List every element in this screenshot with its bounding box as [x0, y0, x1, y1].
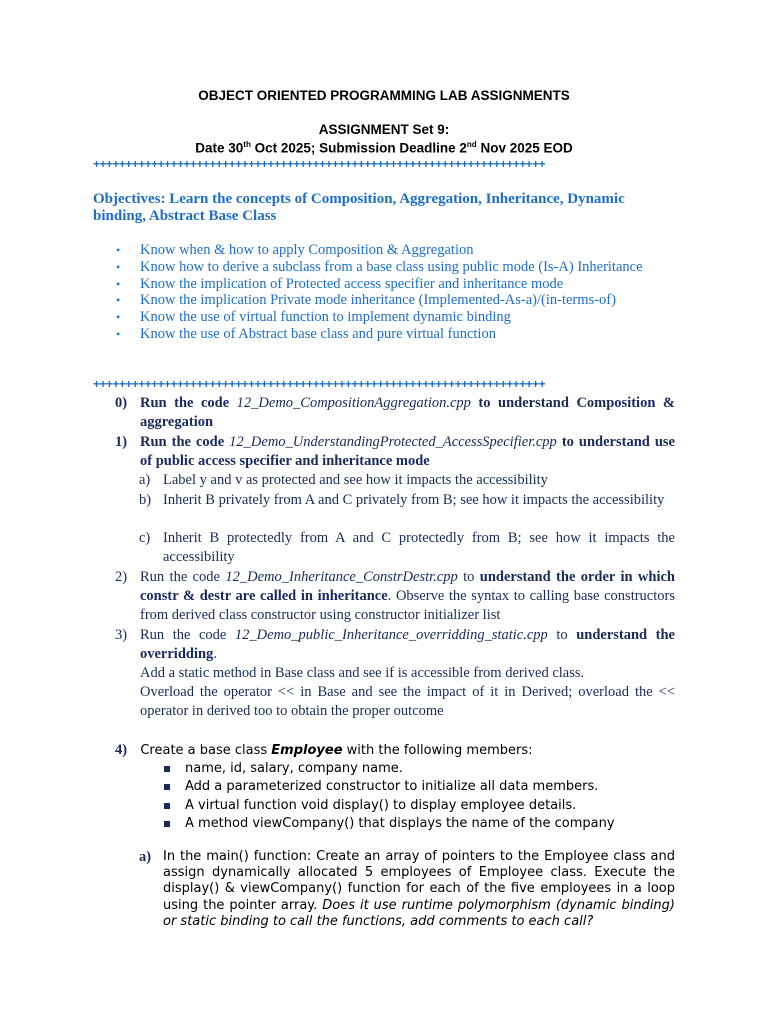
members-list: [162, 760, 615, 833]
separator-line: ++++++++++++++++++++++++++++++++++++++++++++++++++++++++++++++++++++++: [93, 157, 546, 171]
item-number: 2): [115, 569, 128, 585]
separator-line: ++++++++++++++++++++++++++++++++++++++++++++++++++++++++++++++++++++++: [93, 377, 546, 391]
item-number: 4): [115, 742, 128, 758]
list-item: • Know the use of Abstract base class and pure virtual function: [116, 325, 496, 342]
item-number: 3): [115, 627, 128, 643]
sub-item-a: a) In the main() function: Create an array of pointers to the Employee class and assign dynamically allocated 5 employees of Employee class. Execute the display() & viewCompany() function for each of the five employees in a loop using the pointer array. Does it use runtime polymorphism (dynamic binding) or static binding to call the functions, add comments to each call?: [139, 849, 675, 929]
square-bullet-icon: [164, 821, 170, 827]
task-item-4: 4) Create a base class Employee with the following members:: [115, 742, 533, 758]
file-name: 12_Demo_UnderstandingProtected_AccessSpecifier.cpp: [229, 434, 557, 450]
sub-item: a) Label y and v as protected and see how it impacts the accessibility: [139, 472, 548, 488]
date-line: Date 30th Oct 2025; Submission Deadline 2nd Nov 2025 EOD: [195, 140, 573, 156]
list-item: • Know how to derive a subclass from a base class using public mode (Is-A) Inheritance: [116, 258, 643, 275]
bullet-icon: •: [116, 310, 121, 325]
bullet-icon: •: [116, 276, 121, 291]
bullet-icon: •: [116, 293, 121, 308]
objectives-list: [113, 242, 673, 343]
bullet-icon: •: [116, 243, 121, 257]
bullet-icon: •: [116, 326, 121, 341]
sub-item: b) Inherit B privately from A and C privately from B; see how it impacts the accessibility: [139, 492, 665, 508]
bullet-icon: •: [116, 259, 121, 274]
task-item-2: 2) Run the code 12_Demo_Inheritance_ConstrDestr.cpp to understand the order in which constr & destr are called in inheritance. Observe the syntax to calling base constructors from derived class constructor using constructor initializer list: [115, 569, 675, 623]
objectives-heading: Objectives: Learn the concepts of Composition, Aggregation, Inheritance, Dynamic binding, Abstract Base Class: [93, 191, 625, 224]
item-number: 1): [115, 434, 128, 450]
list-item: • Know the implication of Protected access specifier and inheritance mode: [116, 275, 564, 292]
task-item-3: 3) Run the code 12_Demo_public_Inheritance_overridding_static.cpp to understand the overridding. Add a static method in Base class and see if is accessible from derived class. Overload the operator << in Base and see the impact of it in Derived; overload the << operator in derived too to obtain the proper outcome: [115, 627, 675, 719]
task-item-1: 1) Run the code 12_Demo_UnderstandingProtected_AccessSpecifier.cpp to understand use of public access specifier and inheritance mode: [115, 434, 675, 469]
list-item: Add a parameterized constructor to initialize all data members.: [162, 778, 615, 796]
list-item: • Know the implication Private mode inheritance (Implemented-As-a)/(in-terms-of): [116, 292, 616, 309]
list-item: • Know when & how to apply Composition & Aggregation: [116, 242, 474, 258]
file-name: 12_Demo_public_Inheritance_overridding_static.cpp: [234, 627, 548, 643]
list-item: A virtual function void display() to display employee details.: [162, 797, 615, 815]
sub-item: c) Inherit B protectedly from A and C protectedly from B; see how it impacts the accessibility: [139, 530, 675, 565]
file-name: 12_Demo_CompositionAggregation.cpp: [236, 395, 471, 411]
square-bullet-icon: [164, 766, 170, 772]
task-item-0: 0) Run the code 12_Demo_CompositionAggregation.cpp to understand Composition & aggregation: [115, 395, 675, 430]
item-number: 0): [115, 395, 128, 411]
class-name: Employee: [271, 743, 343, 758]
assignment-heading: ASSIGNMENT Set 9:: [318, 122, 450, 137]
list-item: A method viewCompany() that displays the name of the company: [162, 815, 615, 833]
square-bullet-icon: [164, 784, 170, 790]
list-item: • Know the use of virtual function to implement dynamic binding: [116, 309, 511, 326]
file-name: 12_Demo_Inheritance_ConstrDestr.cpp: [225, 569, 458, 585]
list-item: name, id, salary, company name.: [162, 760, 615, 778]
document-title: OBJECT ORIENTED PROGRAMMING LAB ASSIGNMENTS: [198, 88, 570, 103]
square-bullet-icon: [164, 803, 170, 809]
